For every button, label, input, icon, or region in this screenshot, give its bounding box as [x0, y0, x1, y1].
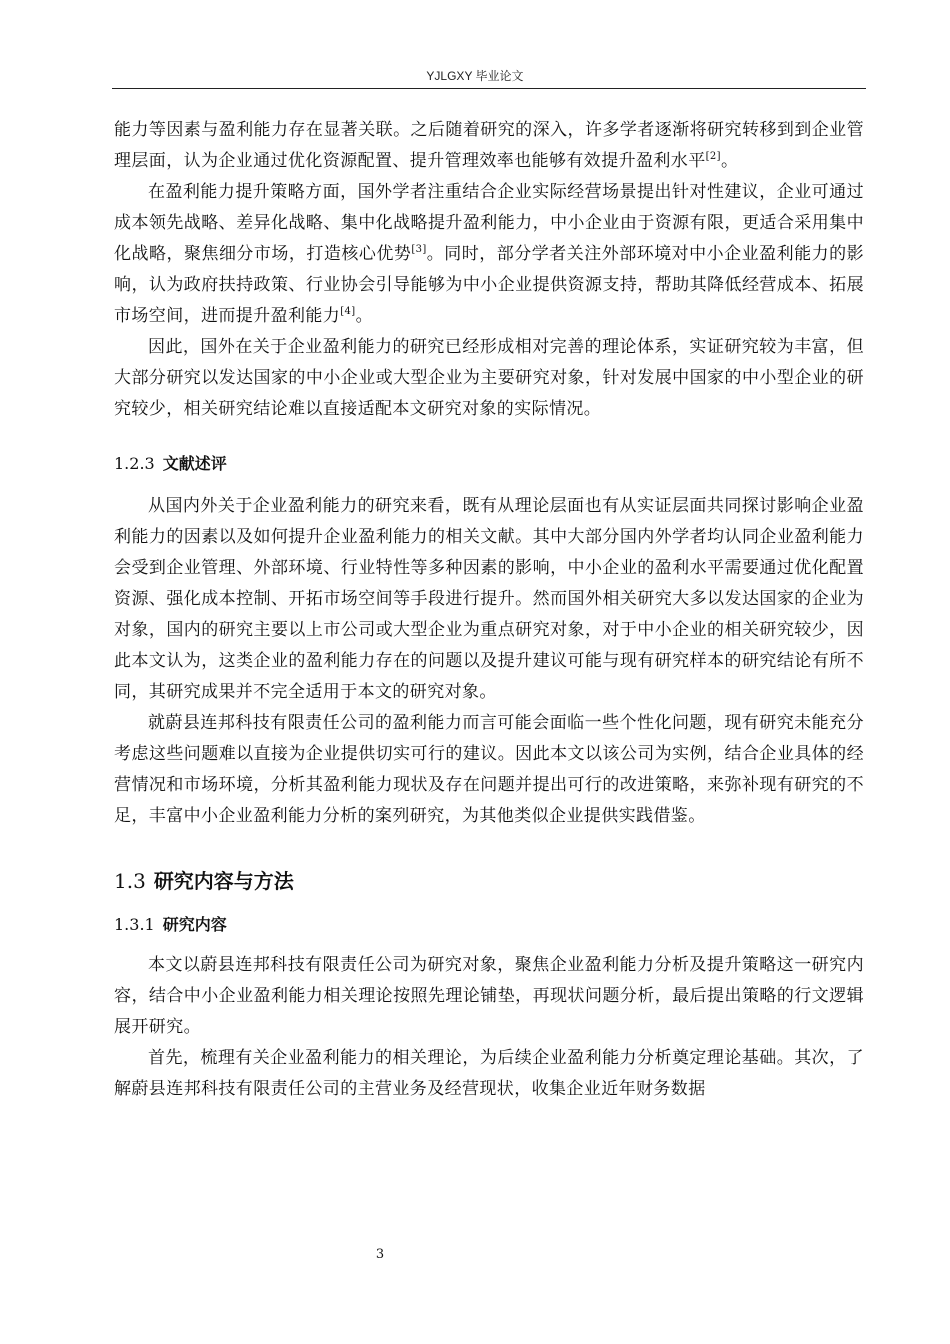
- citation-ref: [2]: [705, 151, 721, 162]
- section-title: 研究内容: [162, 915, 227, 934]
- section-number: 1.3: [114, 869, 146, 893]
- section-number: 1.2.3: [114, 454, 155, 473]
- paragraph-conclusion-foreign: 因此，国外在关于企业盈利能力的研究已经形成相对完善的理论体系，实证研究较为丰富，但大部分研究以发达国家的中小企业或大型企业为主要研究对象，针对发展中国家的中小型企业的研究较少，相关研究结论难以直接适配本文研究对象的实际情况。: [114, 337, 864, 419]
- paragraph-text: 能力等因素与盈利能力存在显著关联。之后随着研究的深入，许多学者逐渐将研究转移到到企业管理层面，认为企业通过优化资源配置、提升管理效率也能够有效提升盈利水平: [114, 120, 864, 171]
- paragraph-research-content: 本文以蔚县连邦科技有限责任公司为研究对象，聚焦企业盈利能力分析及提升策略这一研究内容，结合中小企业盈利能力相关理论按照先理论铺垫，再现状问题分析，最后提出策略的行文逻辑展开研究。: [114, 955, 864, 1037]
- document-body: [114, 115, 864, 1105]
- section-heading-1-3-1: [114, 912, 864, 938]
- running-header: YJLGXY 毕业论文: [426, 69, 524, 83]
- citation-ref: [3]: [411, 244, 427, 255]
- paragraph-steps: 首先，梳理有关企业盈利能力的相关理论，为后续企业盈利能力分析奠定理论基础。其次，了解蔚县连邦科技有限责任公司的主营业务及经营现状，收集企业近年财务数据: [114, 1048, 864, 1099]
- paragraph-review: 从国内外关于企业盈利能力的研究来看，既有从理论层面也有从实证层面共同探讨影响企业盈利能力的因素以及如何提升企业盈利能力的相关文献。其中大部分国内外学者均认同企业盈利能力会受到企业管理、外部环境、行业特性等多种因素的影响，中小企业的盈利水平需要通过优化配置资源、强化成本控制、开拓市场空间等手段进行提升。然而国外相关研究大多以发达国家的企业为对象，国内的研究主要以上市公司或大型企业为重点研究对象，对于中小企业的相关研究较少，因此本文认为，这类企业的盈利能力存在的问题以及提升建议可能与现有研究样本的研究结论有所不同，其研究成果并不完全适用于本文的研究对象。: [114, 496, 864, 702]
- section-title: 文献述评: [162, 454, 227, 473]
- paragraph-text: 。同时，部分学者关注外部环境对中小企业盈利能力的影响，认为政府扶持政策、行业协会引导能够为中小企业提供资源支持，帮助其降低经营成本、拓展市场空间，进而提升盈利能力: [114, 244, 864, 326]
- paragraph-company-issue: 就蔚县连邦科技有限责任公司的盈利能力而言可能会面临一些个性化问题，现有研究未能充分考虑这些问题难以直接为企业提供切实可行的建议。因此本文以该公司为实例，结合企业具体的经营情况和市场环境，分析其盈利能力现状及存在问题并提出可行的改进策略，来弥补现有研究的不足，丰富中小企业盈利能力分析的案列研究，为其他类似企业提供实践借鉴。: [114, 713, 864, 826]
- paragraph-strategy: [114, 177, 864, 332]
- header-rule: [112, 88, 866, 89]
- section-number: 1.3.1: [114, 915, 155, 934]
- paragraph-text: 在盈利能力提升策略方面，国外学者注重结合企业实际经营场景提出针对性建议，企业可通过成本领先战略、差异化战略、集中化战略提升盈利能力，中小企业由于资源有限，更适合采用集中化战略，聚焦细分市场，打造核心优势: [114, 182, 864, 264]
- paragraph-end: 。: [720, 151, 739, 171]
- paragraph-end: 。: [355, 306, 373, 326]
- citation-ref: [4]: [340, 306, 356, 317]
- paragraph-continued: [114, 115, 864, 177]
- page-number: 3: [375, 1247, 385, 1262]
- section-title: 研究内容与方法: [153, 869, 294, 893]
- section-heading-1-2-3: [114, 451, 864, 477]
- section-heading-1-3: [114, 866, 864, 896]
